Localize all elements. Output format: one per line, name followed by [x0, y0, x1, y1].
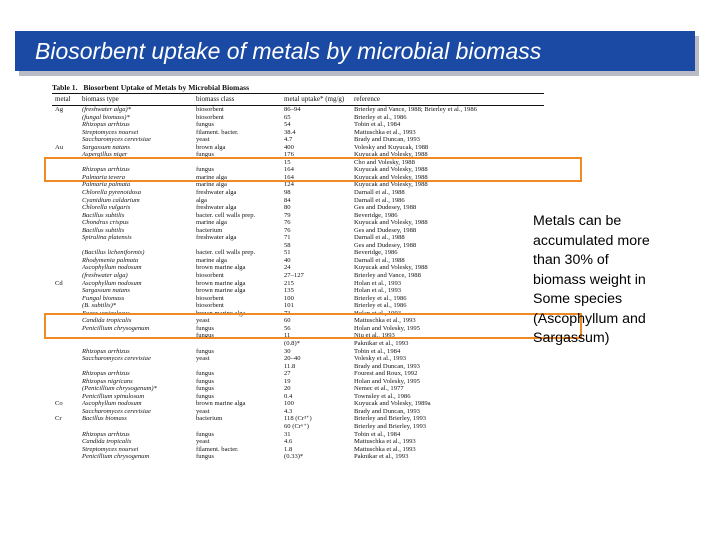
reference-cell: Brierley and Vance, 1988: [354, 272, 421, 280]
uptake-cell: 164: [284, 173, 294, 181]
metal-cell: [52, 370, 82, 378]
reference-cell: Kuyucak and Volesky, 1988: [354, 173, 428, 181]
uptake-cell: 164: [284, 166, 294, 174]
table-row: [52, 370, 544, 378]
reference-cell: Ges and Dudesey, 1988: [354, 226, 417, 234]
reference-cell: Brierley et al., 1986: [354, 113, 407, 121]
uptake-cell: 0.4: [284, 392, 293, 400]
uptake-cell: 20–40: [284, 355, 301, 363]
biomass-class-cell: fungus: [196, 324, 214, 332]
uptake-cell: (0.33)*: [284, 453, 304, 461]
metal-cell: [52, 136, 82, 144]
metal-cell: [52, 423, 82, 431]
uptake-cell: 73: [284, 309, 291, 317]
reference-cell: Townsley et al., 1986: [354, 392, 411, 400]
table-row: [52, 204, 544, 212]
table-row: [52, 385, 544, 393]
biomass-type-cell: Cyanidium caldarium: [82, 196, 140, 204]
reference-cell: Mattuschka et al., 1993: [354, 445, 416, 453]
biomass-class-cell: marine alga: [196, 256, 227, 264]
reference-cell: Mattuschka et al., 1993: [354, 128, 416, 136]
biomass-class-cell: fungus: [196, 347, 214, 355]
uptake-cell: 80: [284, 204, 291, 212]
biomass-type-cell: Streptomyces noursei: [82, 128, 139, 136]
biomass-class-cell: freshwater alga: [196, 189, 237, 197]
biomass-class-cell: freshwater alga: [196, 234, 237, 242]
biomass-type-cell: Rhizopus arrhizus: [82, 347, 130, 355]
metal-cell: [52, 408, 82, 416]
biomass-class-cell: [196, 340, 284, 348]
table-caption: [52, 83, 544, 93]
uptake-cell: 24: [284, 264, 291, 272]
biomass-type-cell: Candida tropicalis: [82, 438, 132, 446]
biomass-type-cell: Rhizopus nigricans: [82, 377, 133, 385]
table-row: [52, 249, 544, 257]
biomass-type-cell: (B. subtilis)*: [82, 302, 117, 310]
uptake-cell: 40: [284, 256, 291, 264]
metal-cell: [52, 378, 82, 386]
uptake-cell: 100: [284, 400, 294, 408]
reference-cell: Holan and Volesky, 1995: [354, 377, 420, 385]
biomass-type-cell: Sargassum natans: [82, 143, 130, 151]
uptake-cell: 76: [284, 226, 291, 234]
reference-cell: Kuyucak and Volesky, 1989a: [354, 400, 431, 408]
reference-cell: Tobin et al., 1984: [354, 430, 401, 438]
uptake-cell: 135: [284, 287, 294, 295]
metal-cell: [52, 264, 82, 272]
biomass-type-cell: Chondrus crispus: [82, 219, 129, 227]
header-biomass-type: biomass type: [82, 95, 119, 103]
note-line: biomass weight in: [533, 271, 646, 288]
biomass-class-cell: biosorbent: [196, 272, 224, 280]
uptake-cell: 56: [284, 324, 291, 332]
reference-cell: Brady and Duncan, 1993: [354, 136, 420, 144]
table-row: [52, 423, 544, 431]
header-metal-uptake: metal uptake* (mg/g): [284, 95, 345, 103]
reference-cell: Tobin et al., 1984: [354, 347, 401, 355]
biomass-type-cell: Ascophyllum nodosum: [82, 279, 142, 287]
note-line: Sargassum): [533, 330, 610, 346]
biomass-class-cell: [196, 363, 284, 371]
metal-cell: [52, 446, 82, 454]
uptake-cell: 60 (Cr⁶⁺): [284, 422, 310, 430]
reference-cell: Holan and Volesky, 1995: [354, 324, 420, 332]
uptake-cell: 20: [284, 385, 291, 393]
table-row: [52, 189, 544, 197]
biomass-type-cell: Chlorella vulgaris: [82, 204, 131, 212]
metal-cell: [52, 234, 82, 242]
reference-cell: Brady and Duncan, 1993: [354, 407, 420, 415]
biomass-class-cell: biosorbent: [196, 113, 224, 121]
biomass-type-cell: Aspergillus niger: [82, 151, 128, 159]
metal-cell: [52, 212, 82, 220]
biomass-type-cell: Chlorella pyrenoidosa: [82, 189, 142, 197]
metal-cell: Ag: [55, 106, 64, 113]
table-row: [52, 114, 544, 122]
header-biomass-class: biomass class: [196, 95, 235, 103]
biomass-type-cell: (Bacillus licheniformis): [82, 249, 145, 257]
table-number: Table 1.: [52, 83, 78, 92]
biomass-class-cell: marine alga: [196, 173, 227, 181]
metal-cell: [52, 295, 82, 303]
metal-cell: [52, 257, 82, 265]
metal-cell: [52, 453, 82, 461]
biomass-type-cell: [82, 340, 196, 348]
uptake-cell: 400: [284, 143, 294, 151]
metal-cell: [52, 393, 82, 401]
reference-cell: Paknikar et al., 1993: [354, 339, 409, 347]
biomass-class-cell: brown marine alga: [196, 287, 246, 295]
reference-cell: Darnall et al., 1988: [354, 234, 405, 242]
reference-cell: Kuyucak and Volesky, 1988: [354, 181, 428, 189]
reference-cell: Volesky and Kuyucak, 1988: [354, 143, 429, 151]
biomass-class-cell: bacter. cell walls prep.: [196, 249, 256, 257]
reference-cell: Holan et al., 1993: [354, 279, 402, 287]
biomass-type-cell: Saccharomyces cerevisiae: [82, 355, 151, 363]
note-line: Some species: [533, 291, 623, 307]
reference-cell: Nemec et al., 1977: [354, 385, 404, 393]
uptake-cell: 100: [284, 294, 294, 302]
biomass-class-cell: [196, 423, 284, 431]
biomass-class-cell: bacterium: [196, 226, 223, 234]
reference-cell: Brierley and Brierley, 1993: [354, 415, 427, 423]
uptake-cell: 124: [284, 181, 294, 189]
uptake-cell: 79: [284, 211, 291, 219]
table-row: [52, 287, 544, 295]
header-metal: metal: [55, 95, 71, 103]
table-row: [52, 415, 544, 423]
uptake-cell: 27: [284, 370, 291, 378]
table-row: [52, 393, 544, 401]
uptake-cell: 1.8: [284, 445, 293, 453]
biomass-type-cell: [82, 423, 196, 431]
biomass-type-cell: Rhizopus arrhizus: [82, 430, 130, 438]
uptake-cell: 51: [284, 249, 291, 257]
uptake-cell: 4.6: [284, 438, 293, 446]
table-row: [52, 227, 544, 235]
table-row: [52, 446, 544, 454]
biomass-type-cell: Rhizopus arrhizus: [82, 370, 130, 378]
table-row: [52, 181, 544, 189]
biomass-type-cell: Sargassum natans: [82, 287, 130, 295]
table-row: [52, 363, 544, 371]
biomass-type-cell: (fungal biomass)*: [82, 113, 130, 121]
uptake-cell: 58: [284, 241, 291, 249]
table-row: [52, 212, 544, 220]
uptake-cell: 11.8: [284, 362, 296, 370]
uptake-cell: 4.7: [284, 136, 293, 144]
biomass-type-cell: Palmaria palmata: [82, 181, 131, 189]
biomass-type-cell: [82, 242, 196, 250]
table-row: [52, 438, 544, 446]
highlight-box-au: [44, 157, 582, 182]
uptake-cell: 101: [284, 302, 294, 310]
reference-cell: Volesky et al., 1993: [354, 355, 407, 363]
biomass-type-cell: Saccharomyces cerevisiae: [82, 136, 151, 144]
header-reference: reference: [354, 95, 381, 103]
table-row: [52, 348, 544, 356]
slide-title-bar: [15, 31, 695, 71]
slide-title: Biosorbent uptake of metals by microbial biomass: [35, 38, 542, 64]
biomass-class-cell: alga: [196, 196, 207, 204]
metal-cell: [52, 227, 82, 235]
biomass-class-cell: yeast: [196, 355, 210, 363]
biomass-class-cell: fungus: [196, 121, 214, 129]
biomass-class-cell: fungus: [196, 151, 214, 159]
metal-cell: [52, 272, 82, 280]
reference-cell: Darnall et al., 1988: [354, 189, 405, 197]
uptake-cell: 118 (Cr³⁺): [284, 415, 312, 423]
metal-cell: [52, 385, 82, 393]
uptake-cell: 31: [284, 430, 291, 438]
side-note: [533, 212, 713, 349]
biomass-class-cell: brown marine alga: [196, 309, 246, 317]
scanned-table: [52, 83, 544, 533]
biomass-type-cell: Ascophyllum nodosum: [82, 400, 142, 408]
biomass-type-cell: Candida tropicalis: [82, 317, 132, 325]
reference-cell: Ges and Dudesey, 1988: [354, 241, 417, 249]
reference-cell: Kuyucak and Volesky, 1988: [354, 264, 428, 272]
biomass-class-cell: fungus: [196, 370, 214, 378]
uptake-cell: 4.3: [284, 407, 293, 415]
biomass-class-cell: yeast: [196, 438, 210, 446]
biomass-type-cell: Palmaria tevera: [82, 173, 126, 181]
note-line: (Ascophyllum and: [533, 310, 646, 327]
reference-cell: Ges and Dudesey, 1988: [354, 204, 417, 212]
reference-cell: Fourest and Roux, 1992: [354, 370, 418, 378]
uptake-cell: 215: [284, 279, 294, 287]
biomass-class-cell: yeast: [196, 136, 210, 144]
biomass-class-cell: brown marine alga: [196, 400, 246, 408]
uptake-cell: 30: [284, 347, 291, 355]
metal-cell: [52, 181, 82, 189]
biomass-class-cell: fungus: [196, 166, 214, 174]
biomass-class-cell: fungus: [196, 377, 214, 385]
note-line: Metals can be: [533, 213, 622, 229]
biomass-class-cell: freshwater alga: [196, 204, 237, 212]
biomass-type-cell: Rhodymenia palmata: [82, 256, 139, 264]
biomass-class-cell: filament. bacter.: [196, 445, 239, 453]
reference-cell: Brierley and Brierley, 1993: [354, 422, 427, 430]
metal-cell: [52, 363, 82, 371]
reference-cell: Brierley et al., 1986: [354, 302, 407, 310]
reference-cell: Brierley and Vance, 1988; Brierley et al., 1986: [354, 106, 477, 113]
biomass-type-cell: Fungal biomass: [82, 294, 125, 302]
reference-cell: Cho and Volesky, 1988: [354, 158, 415, 166]
biomass-class-cell: yeast: [196, 407, 210, 415]
reference-cell: Kuyucak and Volesky, 1988: [354, 166, 428, 174]
biomass-class-cell: brown alga: [196, 143, 226, 151]
biomass-class-cell: fungus: [196, 385, 214, 393]
table-row: [52, 136, 544, 144]
reference-cell: Niu et al., 1993: [354, 332, 395, 340]
biomass-type-cell: Bacillus subtilis: [82, 211, 125, 219]
reference-cell: Beveridge, 1986: [354, 211, 398, 219]
biomass-class-cell: biosorbent: [196, 106, 224, 113]
metal-cell: [52, 219, 82, 227]
table-row: [52, 340, 544, 348]
biomass-type-cell: Bacillus subtilis: [82, 226, 125, 234]
metal-cell: [52, 189, 82, 197]
metal-cell: [52, 348, 82, 356]
table-row: [52, 355, 544, 363]
biomass-class-cell: fungus: [196, 332, 214, 340]
table-row: [52, 431, 544, 439]
biomass-class-cell: fungus: [196, 430, 214, 438]
biomass-class-cell: yeast: [196, 317, 210, 325]
uptake-cell: 71: [284, 234, 291, 242]
metal-cell: [52, 355, 82, 363]
table-row: [52, 264, 544, 272]
uptake-cell: 76: [284, 219, 291, 227]
table-row: [52, 106, 544, 114]
uptake-cell: 11: [284, 332, 291, 340]
reference-cell: Holan et al., 1993: [354, 309, 402, 317]
reference-cell: Brierley et al., 1986: [354, 294, 407, 302]
uptake-cell: 84: [284, 196, 291, 204]
biomass-class-cell: biosorbent: [196, 294, 224, 302]
biomass-type-cell: Spirulina platensis: [82, 234, 132, 242]
table-row: [52, 219, 544, 227]
table-caption-text: Biosorbent Uptake of Metals by Microbial Biomass: [83, 83, 250, 92]
metal-cell: Au: [55, 143, 64, 151]
highlight-box-cd: [44, 313, 582, 339]
biomass-class-cell: fungus: [196, 392, 214, 400]
table-row: [52, 378, 544, 386]
uptake-cell: 15: [284, 158, 291, 166]
biomass-class-cell: biosorbent: [196, 302, 224, 310]
biomass-class-cell: marine alga: [196, 181, 227, 189]
table-row: [52, 453, 544, 461]
metal-cell: [52, 242, 82, 250]
biomass-class-cell: bacter. cell walls prep.: [196, 211, 256, 219]
biomass-type-cell: (freshwater alga): [82, 272, 128, 280]
reference-cell: Darnall et al., 1986: [354, 196, 405, 204]
biomass-type-cell: Rhizopus arrhizus: [82, 121, 130, 129]
metal-cell: [52, 249, 82, 257]
uptake-cell: 86–94: [284, 106, 301, 113]
uptake-cell: (0.8)*: [284, 339, 300, 347]
metal-cell: [52, 287, 82, 295]
uptake-cell: 38.4: [284, 128, 296, 136]
biomass-class-cell: brown marine alga: [196, 264, 246, 272]
table-row: [52, 302, 544, 310]
metal-cell: [52, 114, 82, 122]
biomass-type-cell: Penicillium spinulosum: [82, 392, 145, 400]
biomass-class-cell: fungus: [196, 453, 214, 461]
metal-cell: Cd: [55, 279, 63, 287]
metal-cell: [52, 121, 82, 129]
biomass-type-cell: Fucus vesiculosus: [82, 309, 130, 317]
table-header-row: [52, 94, 544, 105]
table-row: [52, 257, 544, 265]
biomass-type-cell: Streptomyces noursei: [82, 445, 139, 453]
reference-cell: Kuyucak and Volesky, 1988: [354, 219, 428, 227]
note-line: than 30% of: [533, 252, 609, 268]
table-row: [52, 234, 544, 242]
metal-cell: Co: [55, 400, 63, 408]
uptake-cell: 60: [284, 317, 291, 325]
biomass-type-cell: (Penicillium chrysogenum)*: [82, 385, 157, 393]
metal-cell: [52, 302, 82, 310]
biomass-type-cell: Penicillium chrysogenum: [82, 324, 150, 332]
reference-cell: Beveridge, 1986: [354, 249, 398, 257]
biomass-type-cell: (freshwater alga)*: [82, 106, 132, 113]
metal-cell: [52, 431, 82, 439]
uptake-cell: 19: [284, 377, 291, 385]
reference-cell: Holan et al., 1993: [354, 287, 402, 295]
metal-cell: [52, 129, 82, 137]
biomass-type-cell: Rhizopus arrhizus: [82, 166, 130, 174]
metal-cell: [52, 197, 82, 205]
table-row: [52, 400, 544, 408]
table-row: [52, 121, 544, 129]
reference-cell: Paknikar et al., 1993: [354, 453, 409, 461]
table-row: [52, 197, 544, 205]
metal-cell: [52, 438, 82, 446]
reference-cell: Kuyucak and Volesky, 1988: [354, 151, 428, 159]
biomass-class-cell: marine alga: [196, 219, 227, 227]
table-row: [52, 280, 544, 288]
biomass-class-cell: [196, 242, 284, 250]
uptake-cell: 27–127: [284, 272, 304, 280]
biomass-class-cell: bacterium: [196, 415, 223, 423]
uptake-cell: 65: [284, 113, 291, 121]
biomass-type-cell: Bacillus biomass: [82, 415, 127, 423]
metal-cell: [52, 204, 82, 212]
reference-cell: Darnall et al., 1988: [354, 256, 405, 264]
uptake-cell: 176: [284, 151, 294, 159]
biomass-type-cell: [82, 363, 196, 371]
note-line: accumulated more: [533, 232, 650, 249]
biomass-class-cell: brown marine alga: [196, 279, 246, 287]
reference-cell: Mattuschka et al., 1993: [354, 317, 416, 325]
table-row: [52, 242, 544, 250]
table-row: [52, 295, 544, 303]
table-row: [52, 272, 544, 280]
biomass-type-cell: Penicillium chrysogenum: [82, 453, 150, 461]
uptake-cell: 54: [284, 121, 291, 129]
reference-cell: Mattuschka et al., 1993: [354, 438, 416, 446]
metal-cell: Cr: [55, 415, 62, 423]
reference-cell: Tobin et al., 1984: [354, 121, 401, 129]
biomass-class-cell: filament. bacter.: [196, 128, 239, 136]
table-row: [52, 129, 544, 137]
metal-cell: [52, 340, 82, 348]
biomass-type-cell: Ascophyllum nodosum: [82, 264, 142, 272]
uptake-cell: 98: [284, 189, 291, 197]
biomass-type-cell: Saccharomyces cerevisiae: [82, 407, 151, 415]
reference-cell: Brady and Duncan, 1993: [354, 362, 420, 370]
table-row: [52, 144, 544, 152]
table-row: [52, 408, 544, 416]
